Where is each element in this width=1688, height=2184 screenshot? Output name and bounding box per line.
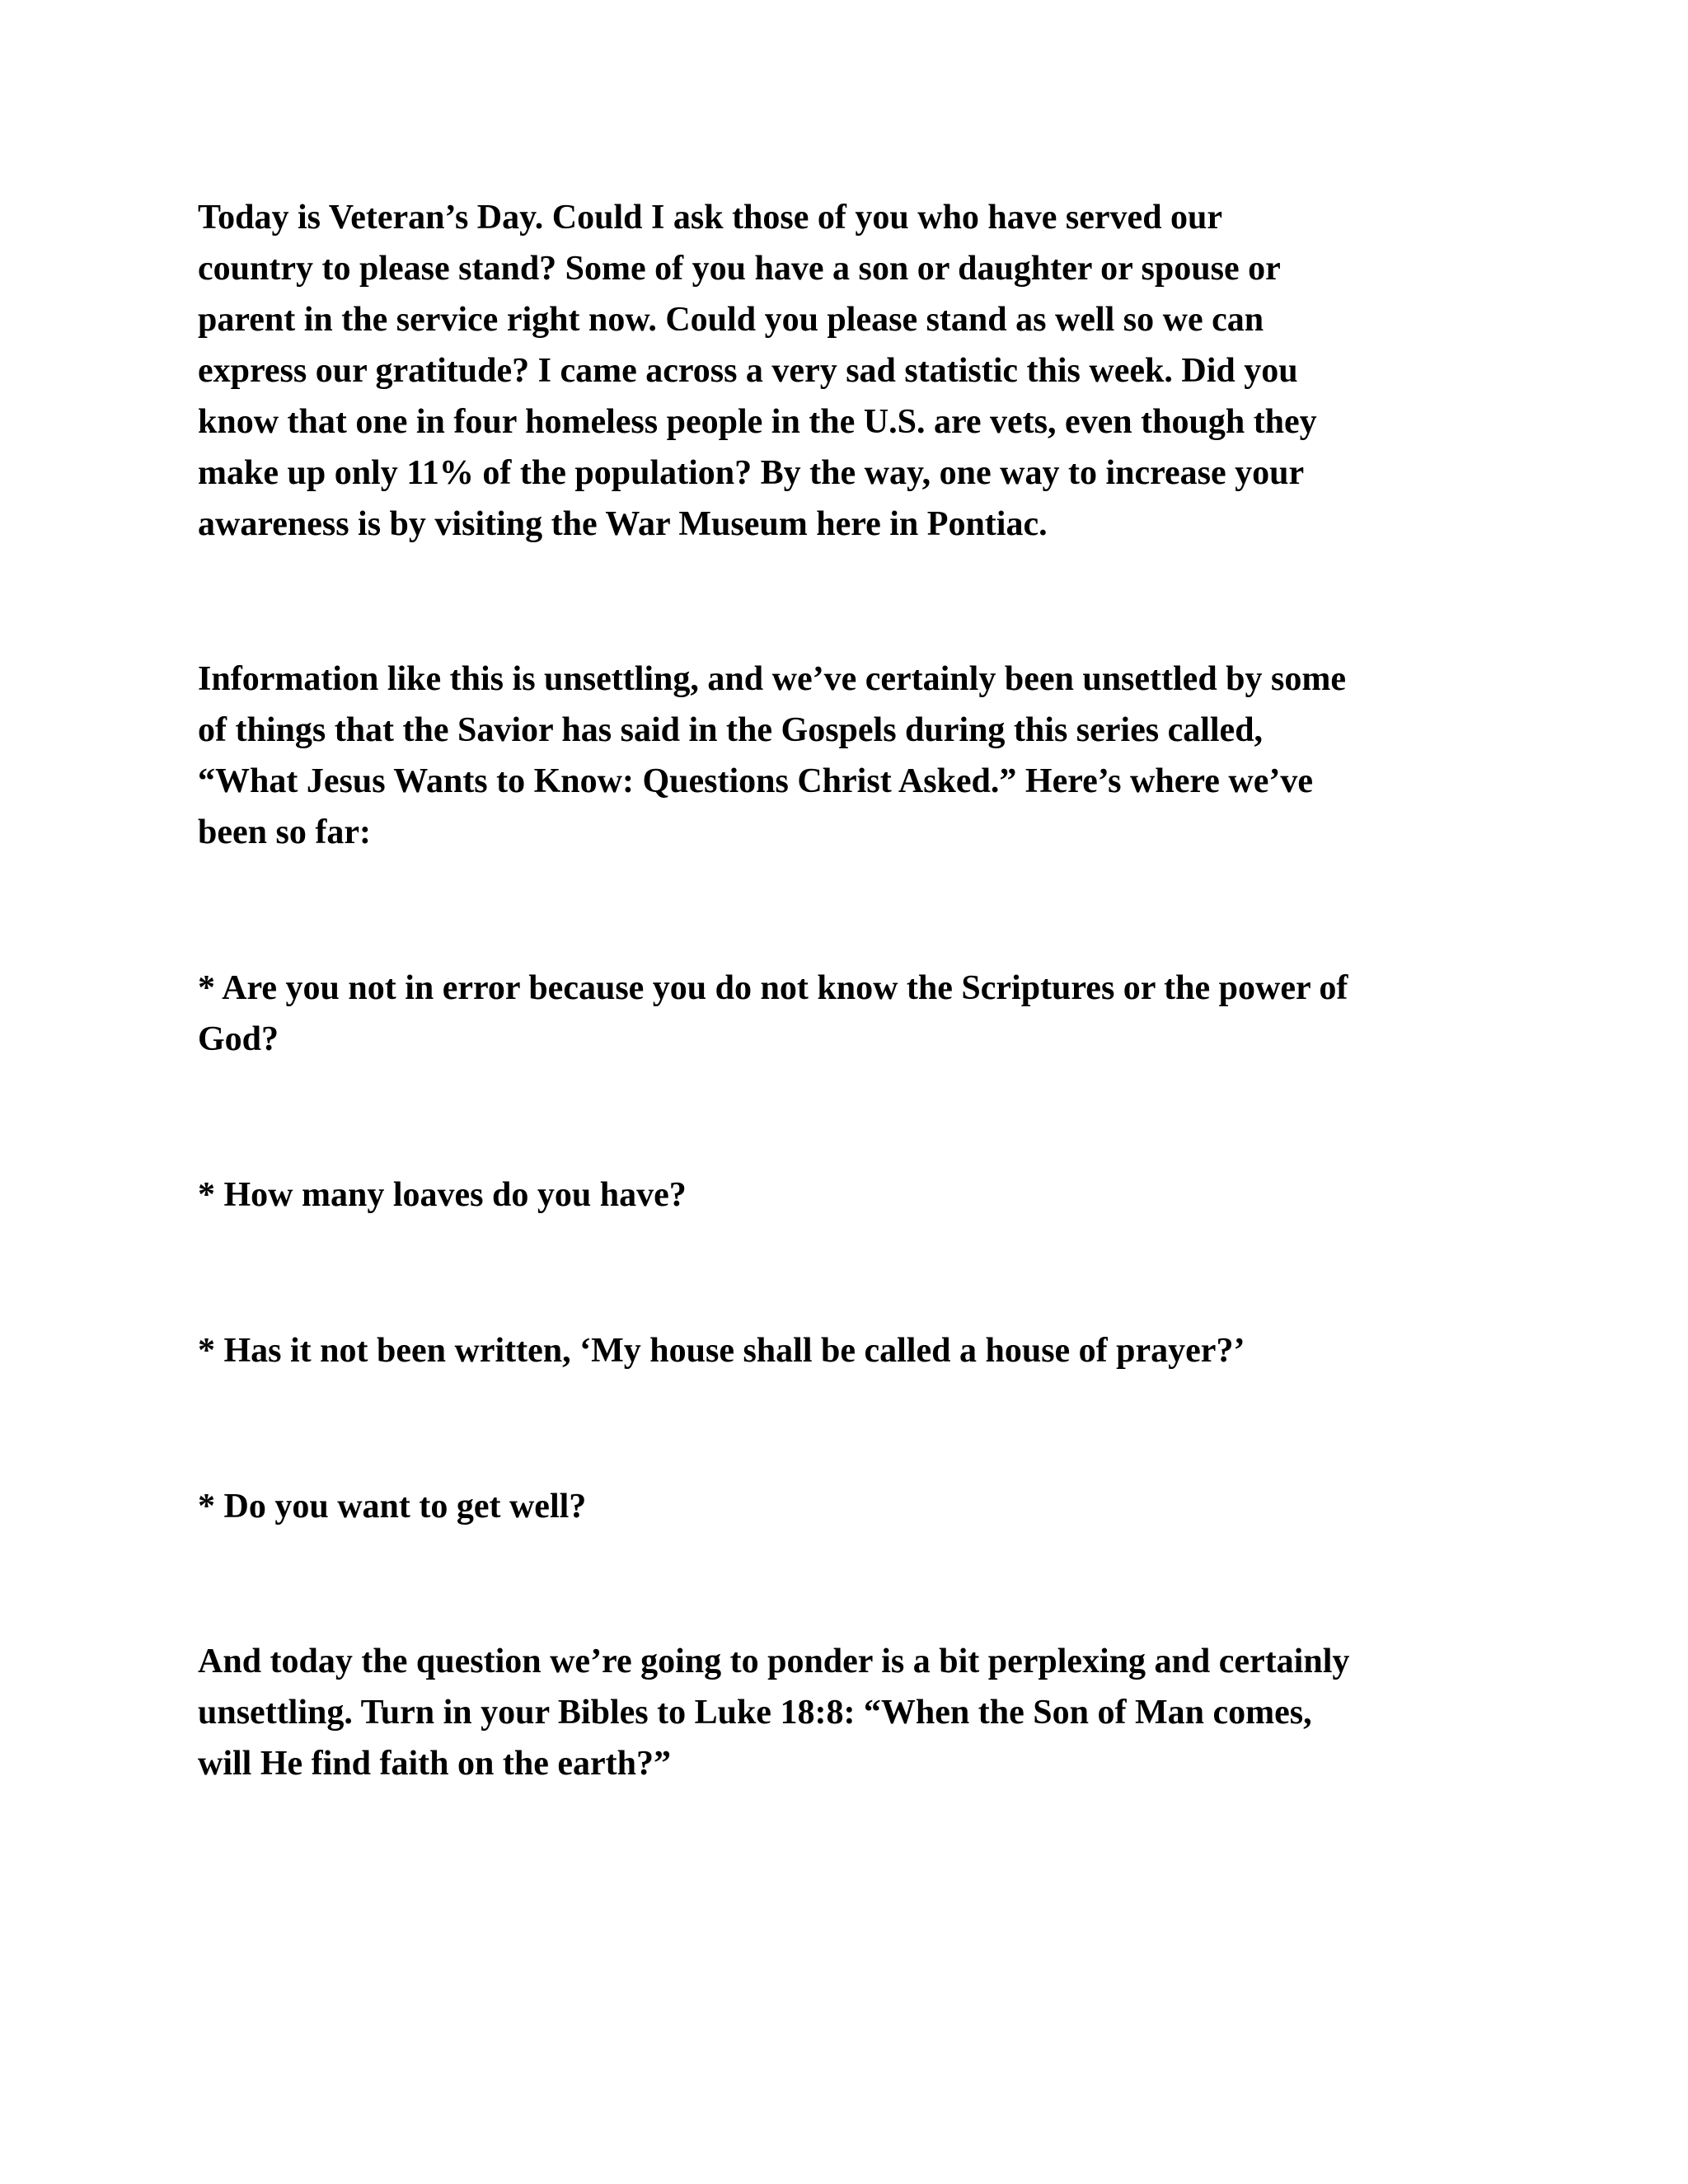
text-line: “What Jesus Wants to Know: Questions Christ Asked.” Here’s where we’ve [198,762,1313,800]
text-line: awareness is by visiting the War Museum here in Pontiac. [198,505,1048,543]
text-line: * Has it not been written, ‘My house shall be called a house of prayer?’ [198,1332,1245,1370]
paragraph-series-intro [198,654,1346,858]
text-line: express our gratitude? I came across a very sad statistic this week. Did you [198,352,1298,390]
text-line: Information like this is unsettling, and we’ve certainly been unsettled by some [198,660,1347,698]
text-line: * How many loaves do you have? [198,1176,687,1214]
text-line: make up only 11% of the population? By the way, one way to increase your [198,454,1305,492]
list-item-question-2 [198,1169,687,1221]
text-line: will He find faith on the earth?” [198,1745,671,1783]
text-line: country to please stand? Some of you have a son or daughter or spouse or [198,250,1281,288]
document-page [198,0,1517,2184]
text-line: of things that the Savior has said in the Gospels during this series called, [198,711,1264,749]
text-line: * Do you want to get well? [198,1488,587,1526]
list-item-question-1 [198,963,1348,1065]
text-line: God? [198,1020,279,1058]
text-line: been so far: [198,813,371,851]
paragraph-veterans-day [198,192,1317,550]
paragraph-luke-question [198,1636,1349,1789]
text-line: And today the question we’re going to ponder is a bit perplexing and certainly [198,1643,1350,1680]
text-line: unsettling. Turn in your Bibles to Luke 18:8: “When the Son of Man comes, [198,1694,1312,1732]
text-line: Today is Veteran’s Day. Could I ask those of you who have served our [198,199,1223,237]
text-line: * Are you not in error because you do not know the Scriptures or the power of [198,969,1348,1007]
text-line: parent in the service right now. Could you please stand as well so we can [198,301,1264,339]
list-item-question-3 [198,1325,1245,1376]
text-line: know that one in four homeless people in the U.S. are vets, even though they [198,403,1317,441]
list-item-question-4 [198,1481,586,1532]
